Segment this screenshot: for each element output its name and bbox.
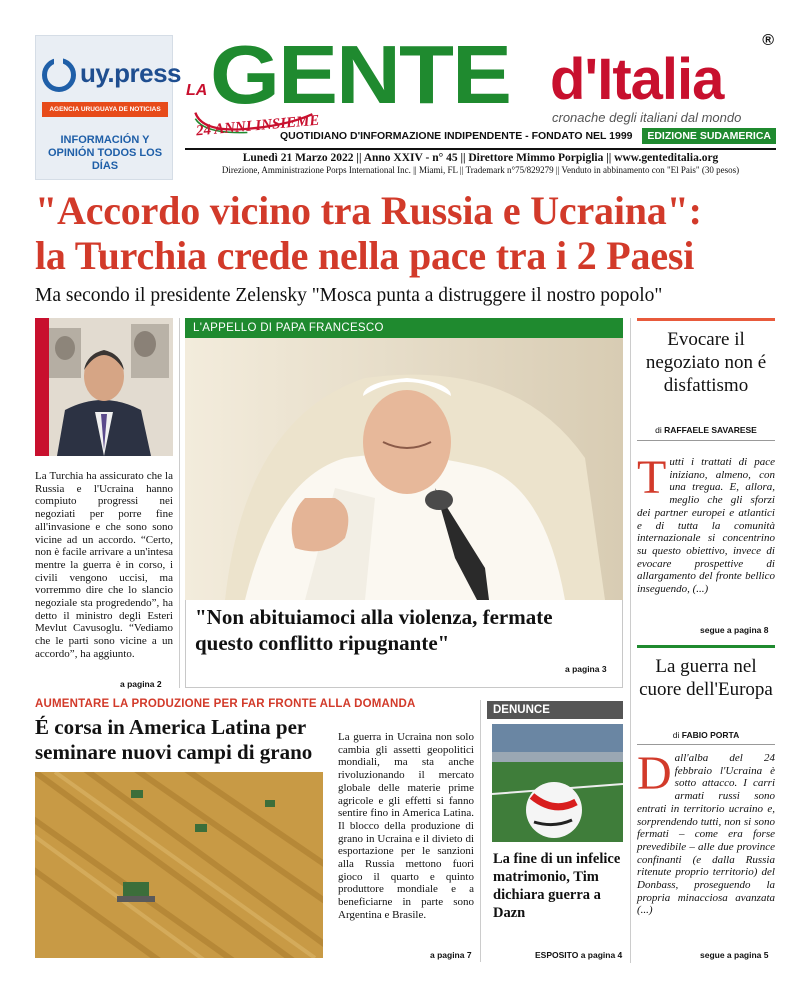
column-divider-left <box>179 318 180 688</box>
uypress-ad[interactable] <box>35 35 182 180</box>
uypress-logo-icon <box>42 58 76 92</box>
opinion1-author: RAFFAELE SAVARESE <box>664 425 757 435</box>
headline-line-2: la Turchia crede nella pace tra i 2 Paesi <box>35 233 695 278</box>
pope-page-ref[interactable]: a pagina 3 <box>565 664 607 674</box>
pope-photo[interactable] <box>185 338 623 600</box>
opinion2-divider <box>637 744 775 745</box>
opinion1-divider <box>637 440 775 441</box>
imprint-info: Direzione, Amministrazione Porps International Inc. || Miami, FL || Trademark n°75/829279 || Venduto in abbinamento con "El Pais" (30 pesos) <box>221 165 740 175</box>
opinion2-by: di <box>672 730 680 740</box>
opinion2-text <box>637 747 775 917</box>
opinion2-title[interactable]: La guerra nel cuore dell'Europa <box>639 656 773 700</box>
uypress-logo <box>40 56 182 96</box>
main-subhead: Ma secondo il presidente Zelensky "Mosca punta a distruggere il nostro popolo" <box>35 285 663 306</box>
opinion2-topbar <box>637 645 775 648</box>
denunce-page-ref[interactable] <box>535 950 622 960</box>
edition-badge: EDIZIONE SUDAMERICA <box>642 128 776 144</box>
uypress-brand: uy.press <box>80 58 182 88</box>
masthead-strip <box>280 128 776 144</box>
dateline <box>185 148 776 175</box>
left-story-page-ref[interactable]: a pagina 2 <box>120 679 162 689</box>
masthead-ditalia: d'Italia <box>550 47 724 112</box>
denunce-author: ESPOSITO <box>535 950 579 960</box>
grain-text: La guerra in Ucraina non solo cambia gli assetti geopolitici mondiali, ma sta anche rivoluzionando il mercato globale delle materie prime agricole e gli effetti si fanno sentire fino in America Latina. Il blocco della produzione di grano in Ucraina e il divieto di esportazione per le sanzioni alla Russia mettono fuori gioco il quarto e quinto produttore mondiale e a beneficiarne in parte sono Argentina e Brasile. <box>338 731 474 921</box>
opinion1-page-ref[interactable]: segue a pagina 8 <box>700 625 769 635</box>
denunce-page: a pagina 4 <box>580 950 623 960</box>
wheat-field-icon <box>35 772 323 958</box>
anniversary-ribbon: 24 ANNI INSIEME <box>195 112 321 140</box>
denunce-photo[interactable] <box>492 724 623 842</box>
grain-label: AUMENTARE LA PRODUZIONE PER FAR FRONTE ALLA DOMANDA <box>35 698 416 710</box>
pope-quote[interactable]: "Non abituiamoci alla violenza, fermate questo conflitto ripugnante" <box>195 605 553 655</box>
main-headline[interactable] <box>35 188 780 278</box>
opinion2-body: all'alba del 24 febbraio l'Ucraina è sotto attacco. I carri armati russi sono entrati in territorio ucraino e, sorprendendo tutti, non si sono fermati – come era forse prevedibile – alle due province confinanti (e dalla Russia ritenute proprio territorio) del Donbass, proseguendo la propria minacciosa avanzata (...) <box>637 752 775 917</box>
issue-info: Lunedì 21 Marzo 2022 || Anno XXIV - n° 45 || Direttore Mimmo Porpiglia || www.genteditalia.org <box>242 152 719 164</box>
uypress-tagline: AGENCIA URUGUAYA DE NOTICIAS <box>42 102 168 117</box>
uypress-slogan: INFORMACIÓN Y OPINIÓN TODOS LOS DÍAS <box>47 134 163 172</box>
opinion1-title[interactable]: Evocare il negoziato non é disfattismo <box>645 329 767 396</box>
pope-image-icon <box>185 338 623 600</box>
masthead-la: LA <box>186 82 208 99</box>
column-divider-right <box>630 318 631 963</box>
opinion2-dropcap: D <box>637 747 672 800</box>
opinion2-page-ref[interactable]: segue a pagina 5 <box>700 950 769 960</box>
grain-page-ref[interactable]: a pagina 7 <box>430 950 472 960</box>
masthead-subtitle: cronache degli italiani dal mondo <box>552 110 742 125</box>
left-story-text: La Turchia ha assicurato che la Russia e l'Ucraina hanno compiuto progressi nei negoziati per porre fine all'invasione e che sono sono vicine ad un accordo. “Certo, non è facile arrivare a un'intesa mentre la guerra è in corso, i civili vengono uccisi, ma vorremmo dire che lo slancio negoziale sta progredendo”, ha detto il ministro degli Esteri Mevlut Cavusoglu. “Vediamo che le parti sono vicine a un accordo”, ha aggiunto. <box>35 470 173 660</box>
soccer-ball-icon <box>492 724 623 842</box>
opinion1-body: utti i trattati di pace iniziano, almeno, con una tregua. E, allora, meglio che gli sforzi dei partner europei e atlantici e di tutta la comunità internazionale si concentrino su questo obiettivo, invece di evocare prospettive di allargamento del fronte bellico inseguendo, (...) <box>637 456 775 596</box>
opinion1-dropcap: T <box>637 451 667 504</box>
column-divider-bottom <box>480 700 481 962</box>
pope-story-label: L'APPELLO DI PAPA FRANCESCO <box>185 318 623 338</box>
opinion1-by: di <box>655 425 662 435</box>
denunce-label: DENUNCE <box>487 701 623 719</box>
cavusoglu-photo[interactable] <box>35 318 173 456</box>
opinion1-text <box>637 451 775 596</box>
grain-photo[interactable] <box>35 772 323 958</box>
registered-mark: ® <box>762 32 774 49</box>
minister-portrait-icon <box>35 318 173 456</box>
opinion1-byline <box>637 425 775 435</box>
masthead-gente: GENTE <box>210 29 511 122</box>
denunce-title[interactable]: La fine di un infelice matrimonio, Tim dichiara guerra a Dazn <box>493 851 621 921</box>
headline-line-1: "Accordo vicino tra Russia e Ucraina": <box>35 188 702 233</box>
opinion2-byline <box>637 730 775 740</box>
paper-description: QUOTIDIANO D'INFORMAZIONE INDIPENDENTE - FONDATO NEL 1999 <box>280 130 633 142</box>
grain-title[interactable]: É corsa in America Latina per seminare nuovi campi di grano <box>35 715 313 764</box>
opinion1-topbar <box>637 318 775 321</box>
opinion2-author: FABIO PORTA <box>681 730 740 740</box>
